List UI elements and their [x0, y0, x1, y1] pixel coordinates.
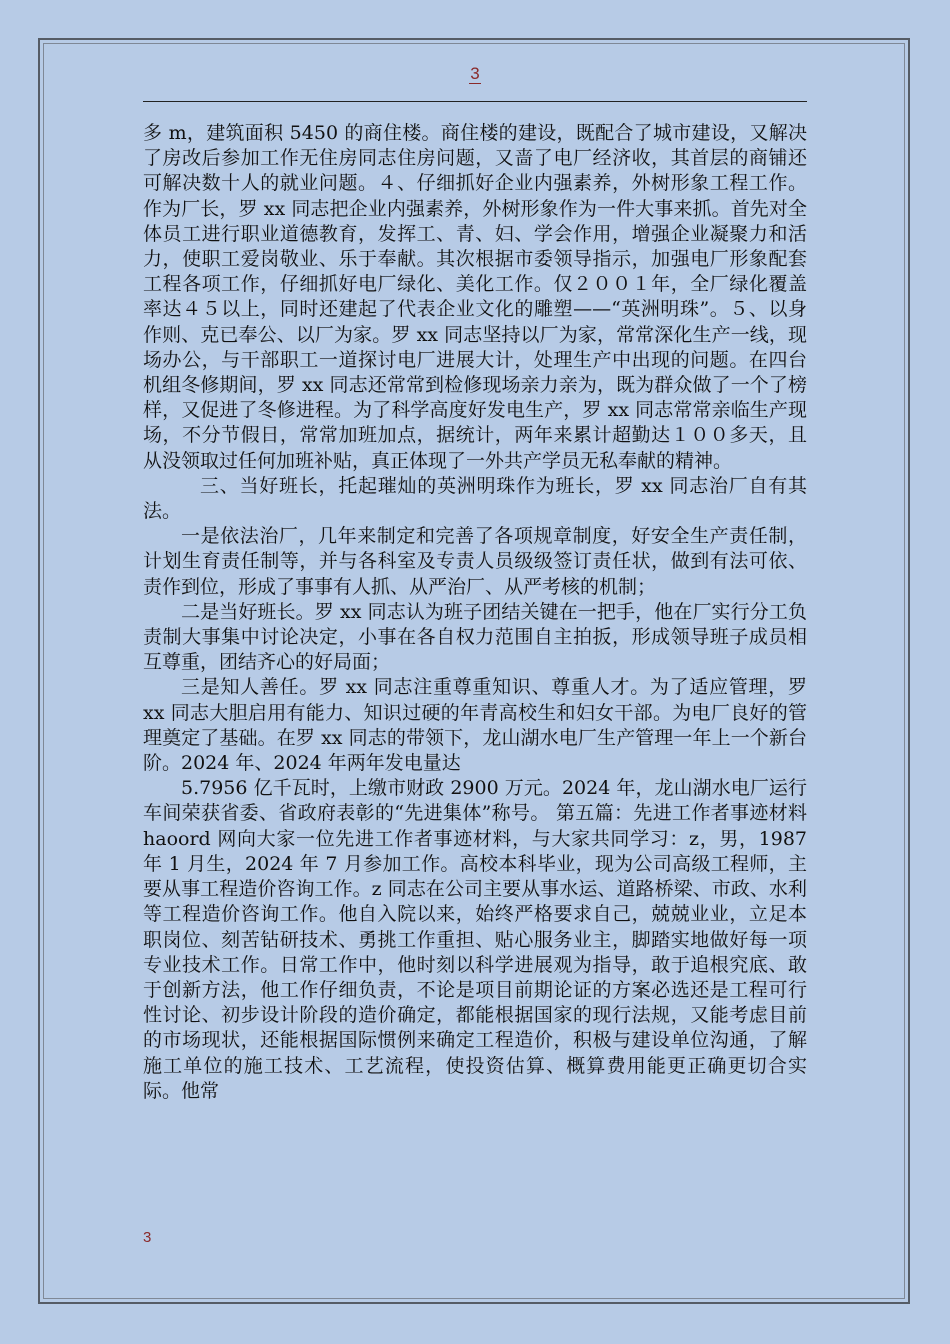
body-paragraph: 二是当好班长。罗 xx 同志认为班子团结关键在一把手，他在厂实行分工负责制大事集中讨论决定，小事在各自权力范围自主拍扳，形成领导班子成员相互尊重，团结齐心的好局面；: [143, 600, 807, 674]
footer-page-number: 3: [143, 1229, 152, 1246]
body-paragraph: 三是知人善任。罗 xx 同志注重尊重知识、尊重人才。为了适应管理，罗 xx 同志大胆启用有能力、知识过硬的年青高校生和妇女干部。为电厂良好的管理奠定了基础。在罗 xx 同志的带领下，龙山湖水电厂生产管理一年上一个新台阶。2024 年、2024 年两年发电量达: [143, 676, 807, 775]
header-divider: [143, 101, 807, 102]
body-paragraph: 5.7956 亿千瓦时，上缴市财政 2900 万元。2024 年，龙山湖水电厂运行车间荣获省委、省政府表彰的“先进集体”称号。 第五篇：先进工作者事迹材料 haoord 网向大家一位先进工作者事迹材料，与大家共同学习：z，男，1987 年 1 月生，2024 年 7 月参加工作。高校本科毕业，现为公司高级工程师，主要从事工程造价咨询工作。z 同志在公司主要从事水运、道路桥梁、市政、水利等工程造价咨询工作。他自入院以来，始终严格要求自己，兢兢业业，立足本职岗位、刻苦钻研技术、勇挑工作重担、贴心服务业主，脚踏实地做好每一项专业技术工作。日常工作中，他时刻以科学进展观为指导，敢于追根究底、敢于创新方法，他工作仔细负责，不论是项目前期论证的方案必选还是工程可行性讨论、初步设计阶段的造价确定，都能根据国家的现行法规，又能考虑目前的市场现状，还能根据国际惯例来确定工程造价，积极与建设单位沟通，了解施工单位的施工技术、工艺流程，使投资估算、概算费用能更正确更切合实际。他常: [143, 777, 807, 1102]
header-page-number-text: 3: [470, 64, 480, 83]
document-body: [143, 121, 807, 1104]
header-page-number: [0, 64, 950, 84]
body-paragraph: 一是依法治厂，几年来制定和完善了各项规章制度，好安全生产责任制，计划生育责任制等，并与各科室及专责人员级级签订责任状，做到有法可依、责作到位，形成了事事有人抓、从严治厂、从严考核的机制；: [143, 525, 807, 598]
body-paragraph: 多 m，建筑面积 5450 的商住楼。商住楼的建设，既配合了城市建设，又解决了房改后参加工作无住房同志住房问题，又啬了电厂经济收，其首层的商铺还可解决数十人的就业问题。４、仔细抓好企业内强素养，外树形象工程工作。作为厂长，罗 xx 同志把企业内强素养，外树形象作为一件大事来抓。首先对全体员工进行职业道德教育，发挥工、青、妇、学会作用，增强企业凝聚力和活力，使职工爱岗敬业、乐于奉献。其次根据市委领导指示，加强电厂形象配套工程各项工作，仔细抓好电厂绿化、美化工作。仅２００１年，全厂绿化覆盖率达４５以上，同时还建起了代表企业文化的雕塑——“英洲明珠”。５、以身作则、克已奉公、以厂为家。罗 xx 同志坚持以厂为家，常常深化生产一线，现场办公，与干部职工一道探讨电厂进展大计，处理生产中出现的问题。在四台机组冬修期间，罗 xx 同志还常常到检修现场亲力亲为，既为群众做了一个了榜样，又促进了冬修进程。为了科学高度好发电生产，罗 xx 同志常常亲临生产现场，不分节假日，常常加班加点，据统计，两年来累计超勤达１００多天，且从没领取过任何加班补贴，真正体现了一外共产学员无私奉献的精神。: [143, 122, 807, 472]
section-heading-paragraph: 三、当好班长，托起璀灿的英洲明珠作为班长，罗 xx 同志治厂自有其法。: [143, 474, 807, 523]
